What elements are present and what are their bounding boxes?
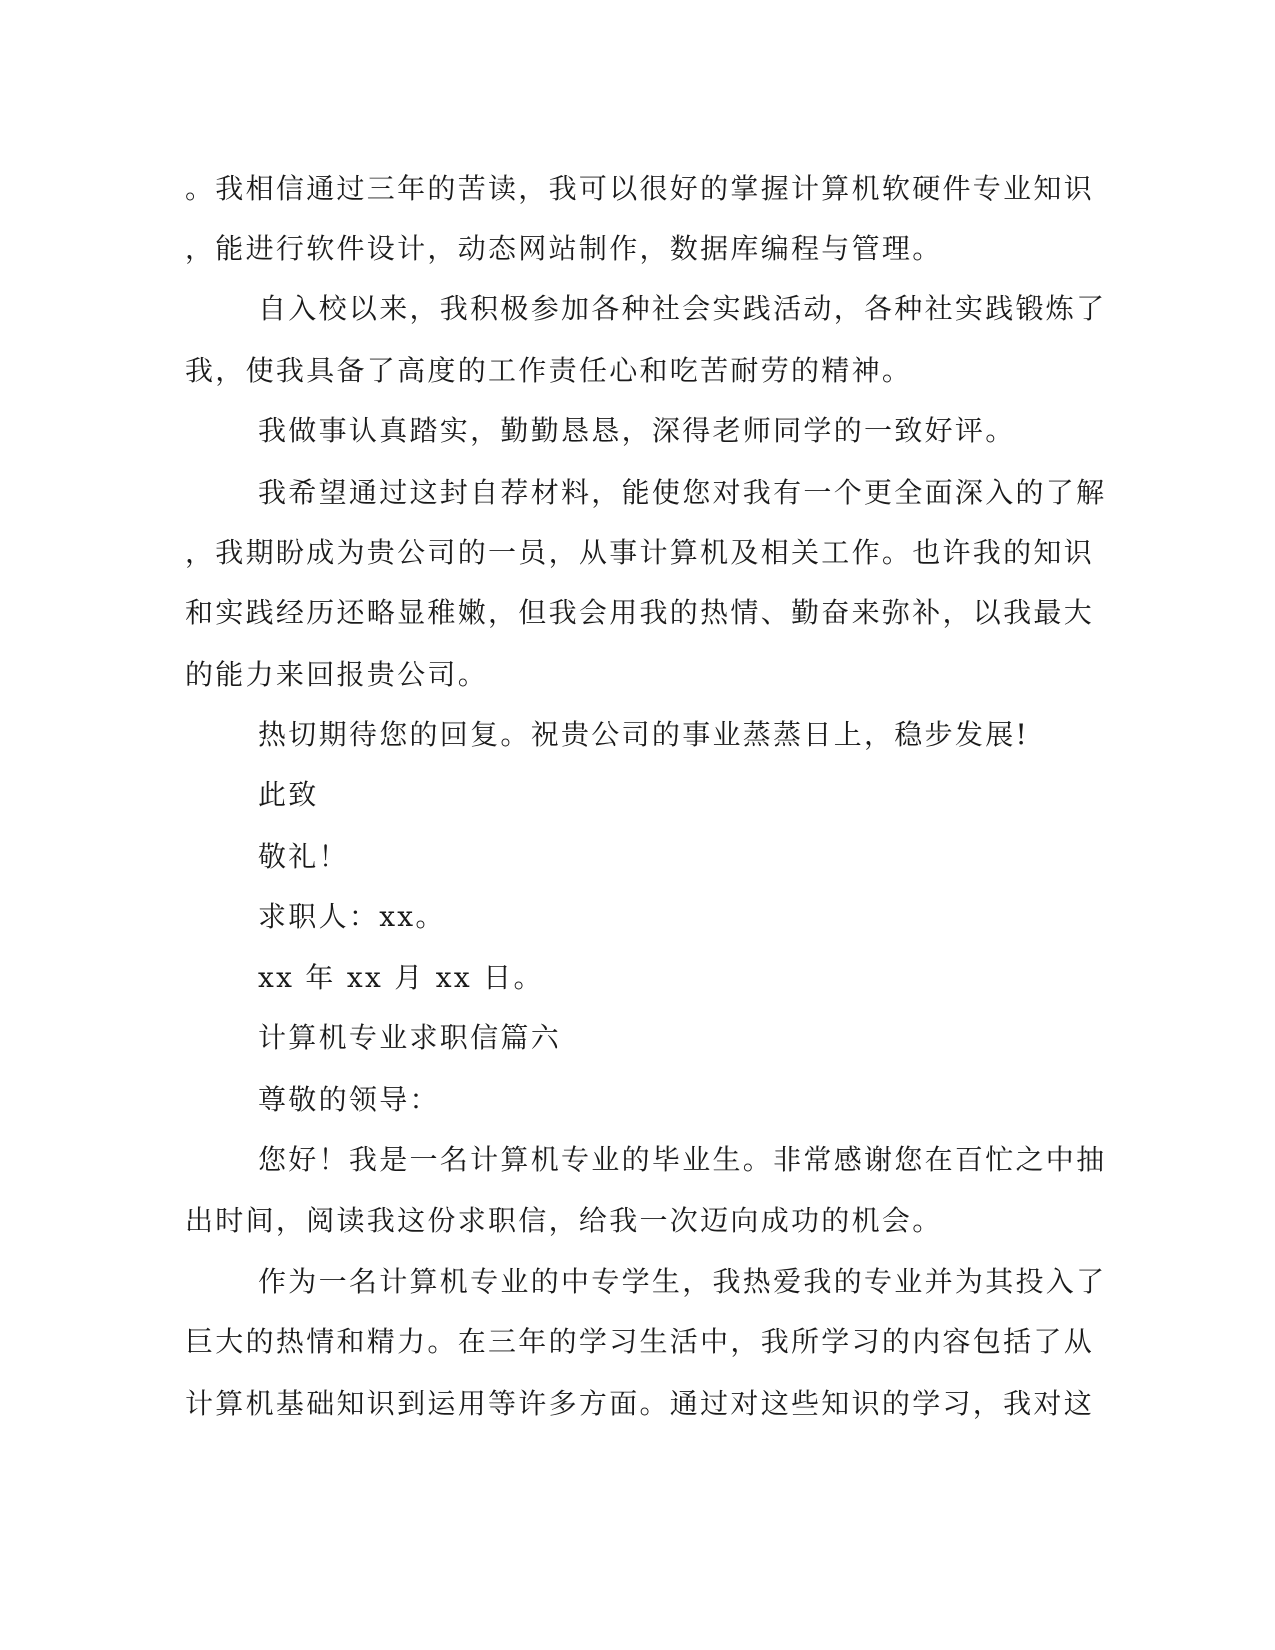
paragraph-line: 。我相信通过三年的苦读，我可以很好的掌握计算机软硬件专业知识 xyxy=(185,172,1095,205)
closing-line: 此致 xyxy=(258,778,319,811)
paragraph-line: 和实践经历还略显稚嫩，但我会用我的热情、勤奋来弥补，以我最大 xyxy=(185,596,1095,629)
paragraph-line: ，能进行软件设计，动态网站制作，数据库编程与管理。 xyxy=(185,232,943,265)
paragraph-line: 的能力来回报贵公司。 xyxy=(185,658,489,691)
paragraph-line: ，我期盼成为贵公司的一员，从事计算机及相关工作。也许我的知识 xyxy=(185,536,1095,569)
paragraph-line: 我希望通过这封自荐材料，能使您对我有一个更全面深入的了解 xyxy=(258,476,1107,509)
section-title: 计算机专业求职信篇六 xyxy=(258,1021,562,1054)
salutation-line: 敬礼！ xyxy=(258,840,349,873)
greeting-line: 尊敬的领导： xyxy=(258,1083,440,1116)
paragraph-line: 巨大的热情和精力。在三年的学习生活中，我所学习的内容包括了从 xyxy=(185,1325,1095,1358)
paragraph-line: 计算机基础知识到运用等许多方面。通过对这些知识的学习，我对这 xyxy=(185,1387,1095,1420)
paragraph-line: 我做事认真踏实，勤勤恳恳，深得老师同学的一致好评。 xyxy=(258,414,1016,447)
paragraph-line: 自入校以来，我积极参加各种社会实践活动，各种社实践锻炼了 xyxy=(258,292,1107,325)
paragraph-line: 作为一名计算机专业的中专学生，我热爱我的专业并为其投入了 xyxy=(258,1265,1107,1298)
signature-date: xx 年 xx 月 xx 日。 xyxy=(258,961,544,994)
paragraph-line: 您好！我是一名计算机专业的毕业生。非常感谢您在百忙之中抽 xyxy=(258,1143,1107,1176)
paragraph-line: 热切期待您的回复。祝贵公司的事业蒸蒸日上，稳步发展! xyxy=(258,718,1030,751)
signature-name: 求职人：xx。 xyxy=(258,900,446,933)
paragraph-line: 出时间，阅读我这份求职信，给我一次迈向成功的机会。 xyxy=(185,1204,943,1237)
paragraph-line: 我，使我具备了高度的工作责任心和吃苦耐劳的精神。 xyxy=(185,354,913,387)
